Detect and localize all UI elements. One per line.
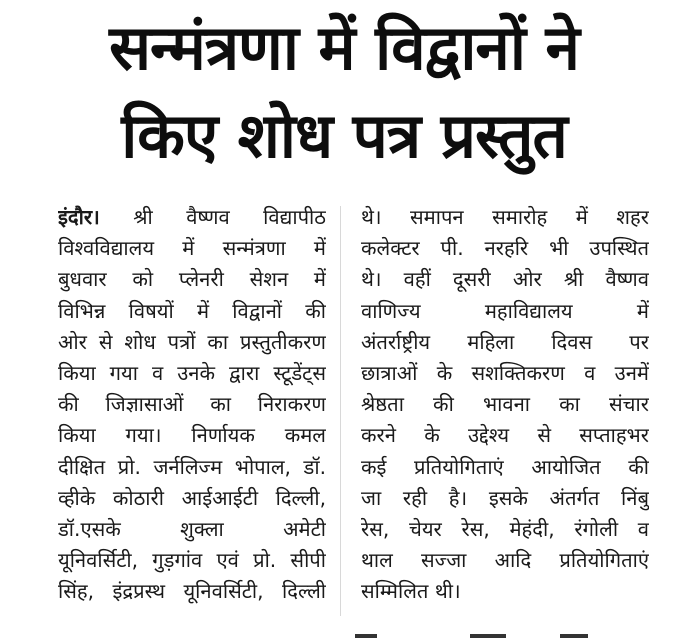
article-line: बुधवार को प्लेनरी सेशन में <box>58 267 326 292</box>
article-line: कई प्रतियोगिताएं आयोजित की <box>361 454 649 479</box>
article-line: विभिन्न विषयों में विद्वानों की <box>58 298 326 323</box>
article-line: थाल सज्जा आदि प्रतियोगिताएं <box>361 548 649 573</box>
article-line <box>58 202 326 233</box>
article-line: सिंह, इंद्रप्रस्थ यूनिवर्सिटी, दिल्ली <box>58 579 326 604</box>
headline-line-2 <box>0 94 688 178</box>
article-line: दीक्षित प्रो. जर्नलिज्म भोपाल, डॉ. <box>58 454 326 479</box>
article-line: की जिज्ञासाओं का निराकरण <box>58 392 326 417</box>
dateline: इंदौर। <box>58 205 100 229</box>
article-line: विश्वविद्यालय में सन्मंत्रणा में <box>58 236 326 261</box>
article-line: जा रही है। इसके अंतर्गत निंबु <box>361 485 649 510</box>
cropped-text-fragment <box>560 634 588 638</box>
article-line: यूनिवर्सिटी, गुड़गांव एवं प्रो. सीपी <box>58 548 326 573</box>
headline-text-2: किए शोध पत्र प्रस्तुत <box>121 99 567 172</box>
article-line: किया गया। निर्णायक कमल <box>58 423 326 448</box>
headline-line-1 <box>0 6 688 90</box>
article-line: थे। समापन समारोह में शहर <box>361 205 649 229</box>
article-line: करने के उद्देश्य से सप्ताहभर <box>361 423 649 448</box>
article-column-right <box>361 202 649 608</box>
article-line: कलेक्टर पी. नरहरि भी उपस्थित <box>361 236 649 261</box>
cropped-text-fragment <box>470 634 506 638</box>
article-line: श्रेष्ठता की भावना का संचार <box>361 392 649 417</box>
article-line: वाणिज्य महाविद्यालय में <box>361 298 649 323</box>
cropped-text-fragment <box>355 634 377 638</box>
article-line: ओर से शोध पत्रों का प्रस्तुतीकरण <box>58 329 326 354</box>
article-line: रेस, चेयर रेस, मेहंदी, रंगोली व <box>361 517 649 542</box>
article-line: सम्मिलित थी। <box>361 579 461 604</box>
column-divider <box>340 206 341 616</box>
article-column-left <box>58 202 326 608</box>
article-line-text: श्री वैष्णव विद्यापीठ <box>99 205 326 229</box>
headline-text-1: सन्मंत्रणा में विद्वानों ने <box>109 11 579 84</box>
article-line: अंतर्राष्ट्रीय महिला दिवस पर <box>361 329 649 354</box>
article-line: थे। वहीं दूसरी ओर श्री वैष्णव <box>361 267 649 292</box>
article-line: किया गया व उनके द्वारा स्टूडेंट्स <box>58 361 326 386</box>
article-line: व्हीके कोठारी आईआईटी दिल्ली, <box>58 485 326 510</box>
article-line: छात्राओं के सशक्तिकरण व उनमें <box>361 361 649 386</box>
article-line: डॉ.एसके शुक्ला अमेटी <box>58 517 326 542</box>
